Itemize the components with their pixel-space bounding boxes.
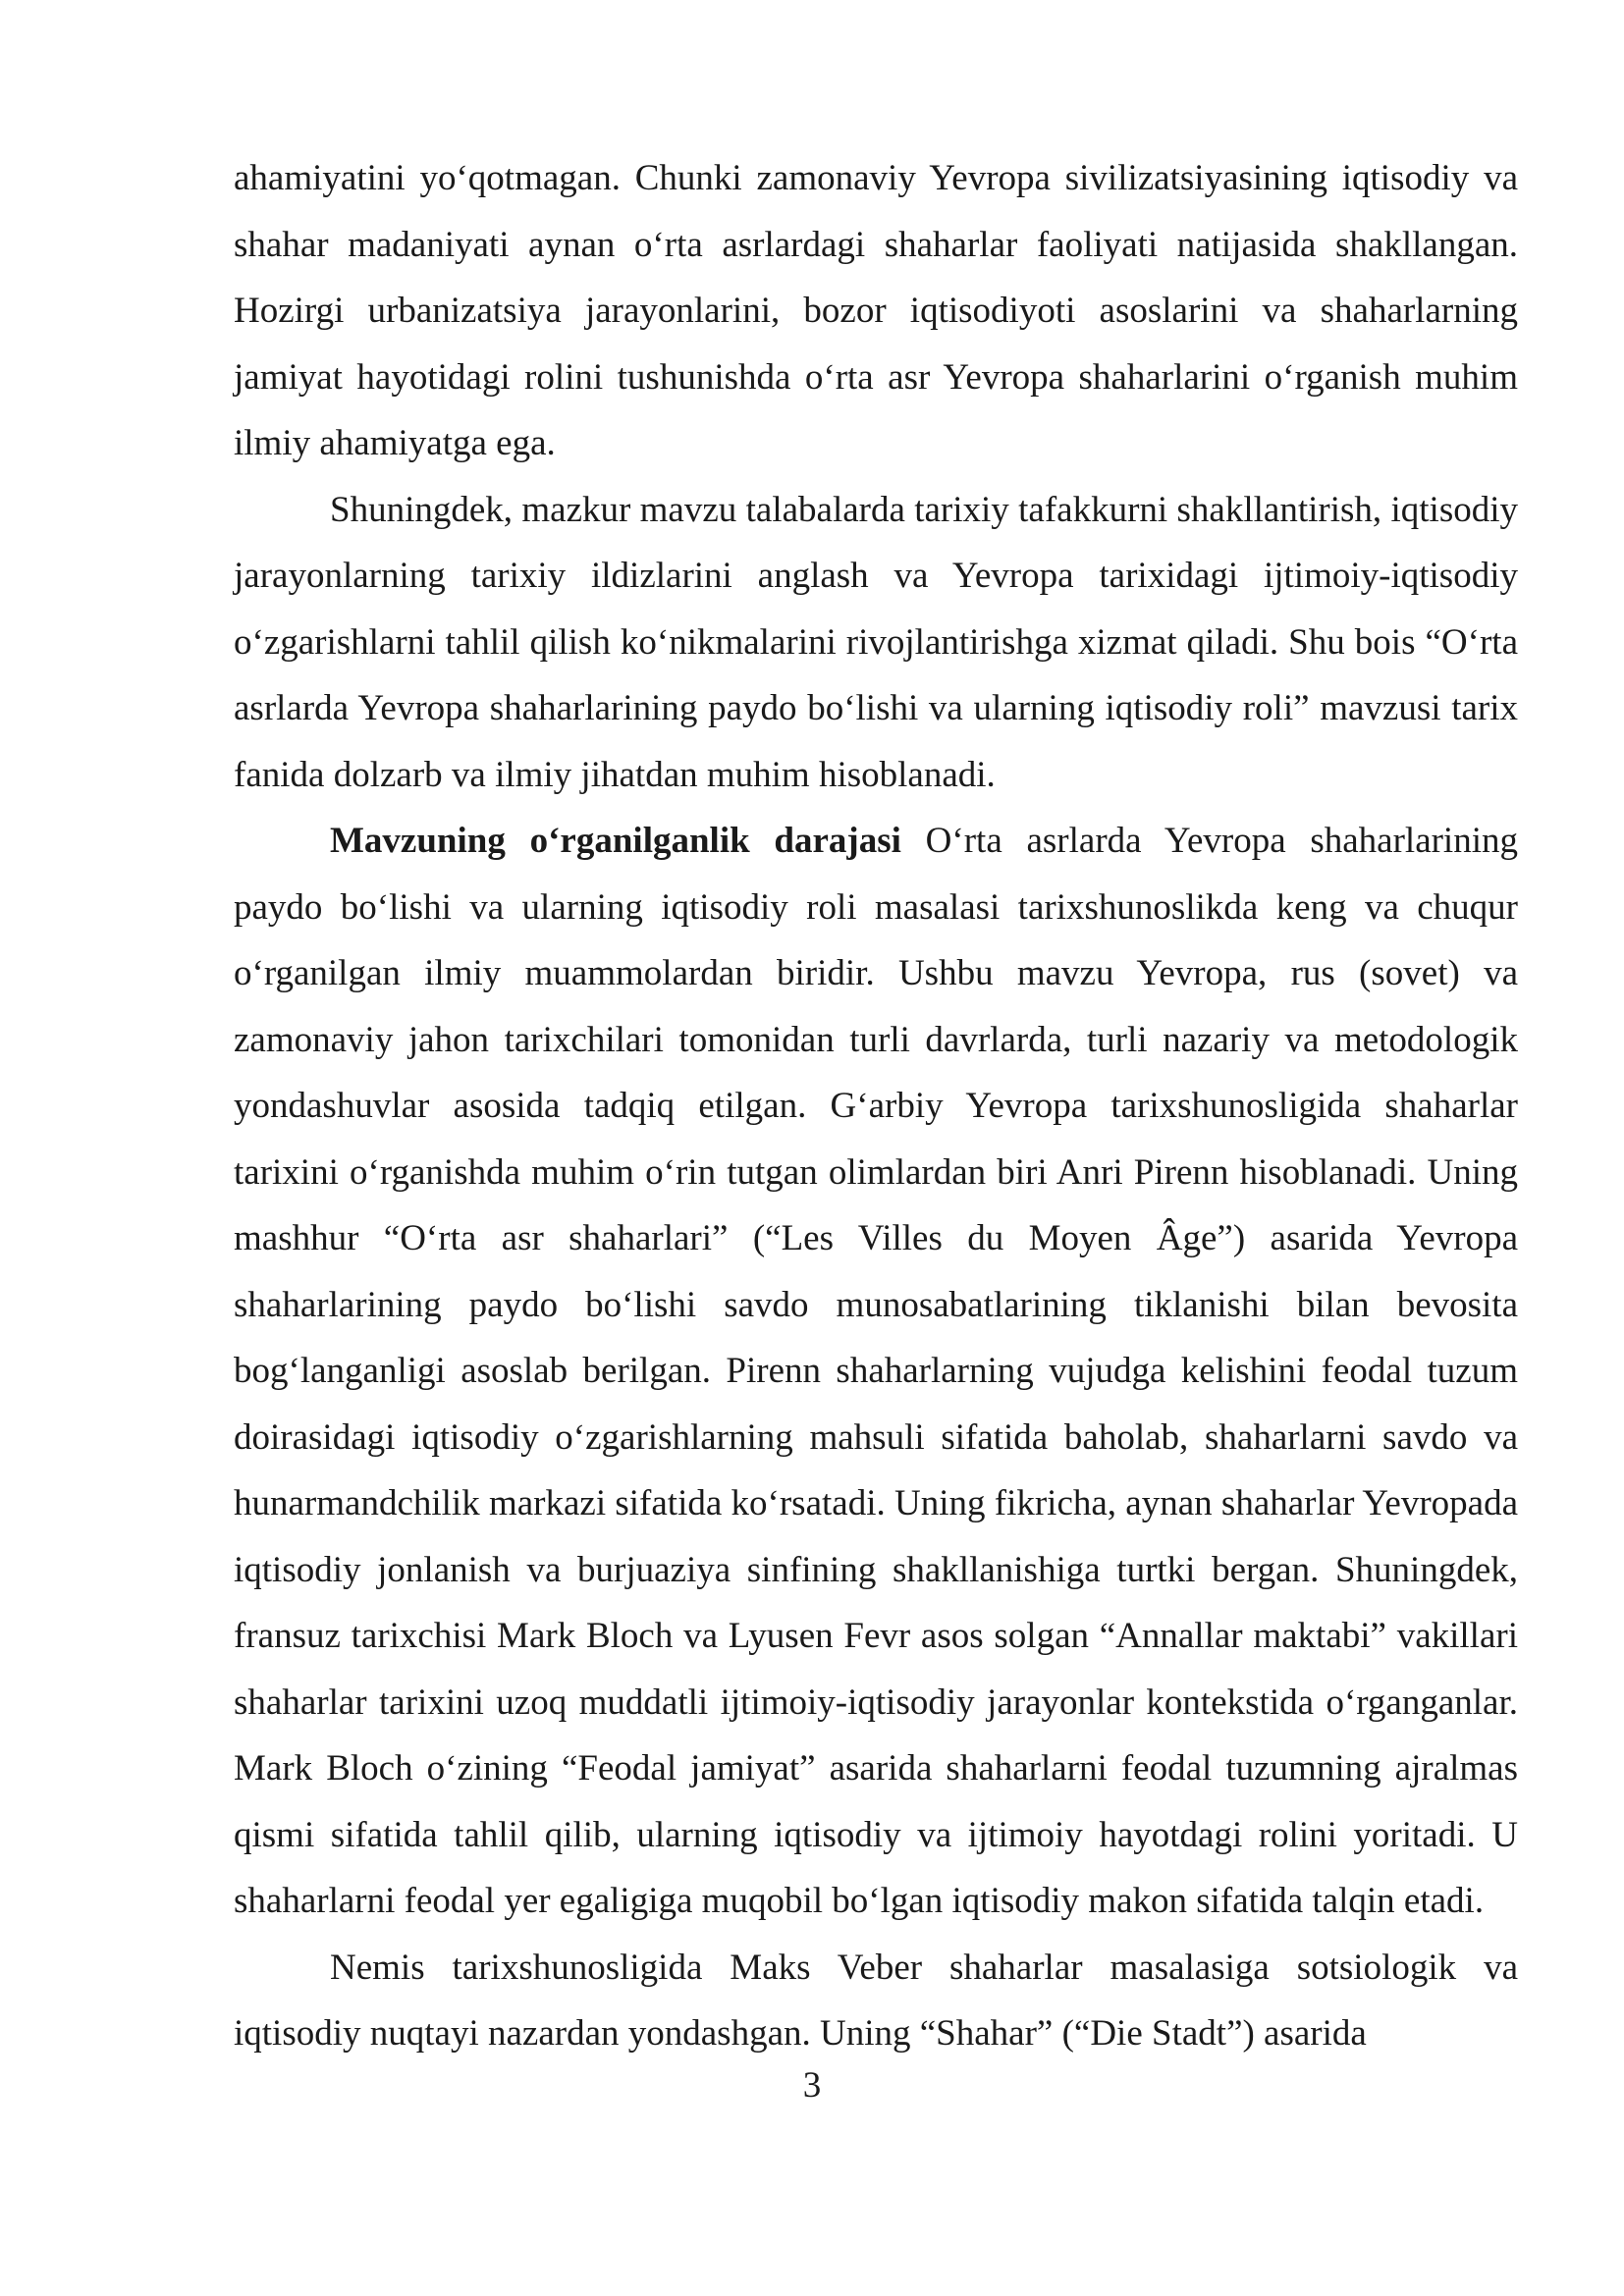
paragraph-2: [234, 477, 1518, 809]
paragraph-1-text: ahamiyatini yo‘qotmagan. Chunki zamonaviy Yevropa sivilizatsiyasining iqtisodiy va shahar madaniyati aynan o‘rta asrlardagi shaharlar faoliyati natijasida shakllangan. Hozirgi urbanizatsiya jarayonlarini, bozor iqtisodiyoti asoslarini va shaharlarning jamiyat hayotidagi rolini tushunishda o‘rta asr Yevropa shaharlarini o‘rganish muhim ilmiy ahamiyatga ega.: [234, 158, 1518, 463]
paragraph-2-text: Shuningdek, mazkur mavzu talabalarda tarixiy tafakkurni shakllantirish, iqtisodiy jarayonlarning tarixiy ildizlarini anglash va Yevropa tarixidagi ijtimoiy-iqtisodiy o‘zgarishlarni tahlil qilish ko‘nikmalarini rivojlantirishga xizmat qiladi. Shu bois “O‘rta asrlarda Yevropa shaharlarining paydo bo‘lishi va ularning iqtisodiy roli” mavzusi tarix fanida dolzarb va ilmiy jihatdan muhim hisoblanadi.: [234, 489, 1518, 795]
paragraph-4-text: Nemis tarixshunosligida Maks Veber shaharlar masalasiga sotsiologik va iqtisodiy nuqtayi nazardan yondashgan. Uning “Shahar” (“Die Stadt”) asarida: [234, 1947, 1518, 2054]
page-number: 3: [802, 2065, 822, 2106]
paragraph-1: [234, 145, 1518, 477]
paragraph-3-text: O‘rta asrlarda Yevropa shaharlarining paydo bo‘lishi va ularning iqtisodiy roli masalasi tarixshunoslikda keng va chuqur o‘rganilgan ilmiy muammolardan biridir. Ushbu mavzu Yevropa, rus (sovet) va zamonaviy jahon tarixchilari tomonidan turli davrlarda, turli nazariy va metodologik yondashuvlar asosida tadqiq etilgan. G‘arbiy Yevropa tarixshunosligida shaharlar tarixini o‘rganishda muhim o‘rin tutgan olimlardan biri Anri Pirenn hisoblanadi. Uning mashhur “O‘rta asr shaharlari” (“Les Villes du Moyen Âge”) asarida Yevropa shaharlarining paydo bo‘lishi savdo munosabatlarining tiklanishi bilan bevosita bog‘langanligi asoslab berilgan. Pirenn shaharlarning vujudga kelishini feodal tuzum doirasidagi iqtisodiy o‘zgarishlarning mahsuli sifatida baholab, shaharlarni savdo va hunarmandchilik markazi sifatida ko‘rsatadi. Uning fikricha, aynan shaharlar Yevropada iqtisodiy jonlanish va burjuaziya sinfining shakllanishiga turtki bergan. Shuningdek, fransuz tarixchisi Mark Bloch va Lyusen Fevr asos solgan “Annallar maktabi” vakillari shaharlar tarixini uzoq muddatli ijtimoiy-iqtisodiy jarayonlar kontekstida o‘rganganlar. Mark Bloch o‘zining “Feodal jamiyat” asarida shaharlarni feodal tuzumning ajralmas qismi sifatida tahlil qilib, ularning iqtisodiy va ijtimoiy hayotdagi rolini yoritadi. U shaharlarni feodal yer egaligiga muqobil bo‘lgan iqtisodiy makon sifatida talqin etadi.: [234, 821, 1518, 1921]
paragraph-4: [234, 1935, 1518, 2067]
section-heading-inline: Mavzuning o‘rganilganlik darajasi: [330, 821, 901, 861]
body-text: [234, 145, 1518, 2067]
paragraph-3: [234, 808, 1518, 1935]
